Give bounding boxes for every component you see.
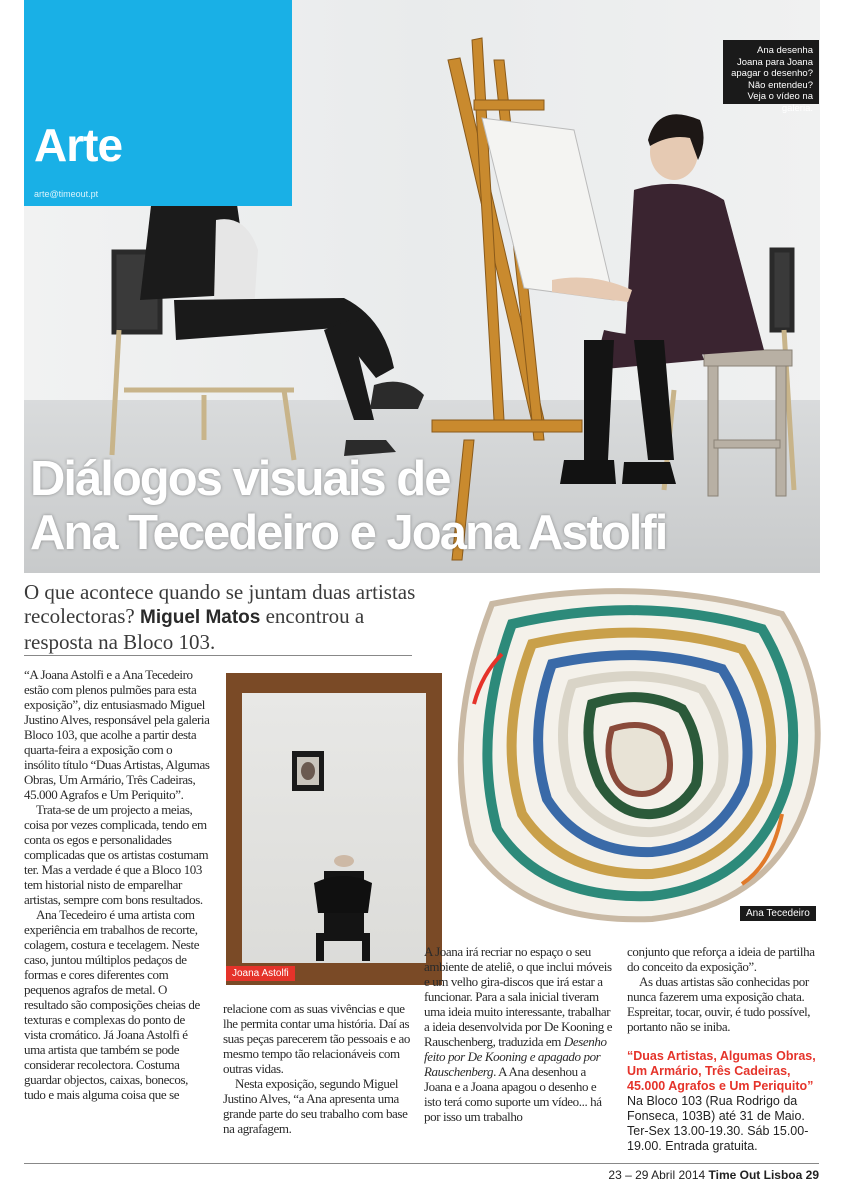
stool [704,350,792,496]
caption-ana: Ana Tecedeiro [740,906,816,921]
page-footer [608,1168,819,1182]
body-column-1 [24,667,210,1102]
subhead-text-after: encontrou a resposta na Bloco 103. [24,604,365,654]
body-paragraph: “A Joana Astolfi e a Ana Tecedeiro estão com plenos pulmões para esta exposição”, diz entusiasmado Miguel Justino Alves, responsável pela galeria Bloco 103, que acolhe a partir desta quarta-feira a exposição com o insólito título “Duas Artistas, Algumas Obras, Um Armário, Três Cadeiras, 45.000 Agrafos e Um Periquito”. [24,667,210,802]
body-column-2 [223,1001,412,1136]
subhead-author: Miguel Matos [140,607,261,628]
joana-photo-illustration [242,693,426,963]
section-email: arte@timeout.pt [34,189,99,199]
subhead-rule [24,655,412,656]
caption-joana: Joana Astolfi [226,966,295,981]
footer-rule [24,1163,819,1164]
body-column-4 [627,944,817,1034]
subhead-text-before: O que acontece quando se juntam duas artistas recolectoras? [24,580,416,628]
info-box [627,1049,819,1154]
section-banner [24,0,292,206]
headline-line-2: Ana Tecedeiro e Joana Astolfi [30,506,667,560]
body-paragraph: conjunto que reforça a ideia de partilha do conceito da exposição”. [627,944,815,974]
body-paragraph: Trata-se de um projecto a meias, coisa por vezes complicada, tendo em conta os egos e personalidades complicadas que os artistas costumam ter. Mas a verdade é que a Bloco 103 tem historial nisto de emparelhar artistas, sempre com bons resultados. [24,802,209,907]
joana-photo [226,673,442,985]
footer-magazine: Time Out Lisboa 29 [708,1168,819,1182]
body-italic: Desenho feito por De Kooning e apagado por Rauschenberg [424,1034,607,1079]
body-paragraph: relacione com as suas vivências e que lhe permita contar uma história. Daí as suas peças parecerem tão pessoais e ao mesmo tempo tão relacionáveis com outras vidas. [223,1001,410,1076]
body-text: . A Ana desenhou a Joana e a Joana apagou o desenho e isto terá como suporte um vídeo... há por isso um trabalho [424,1064,602,1124]
headline-line-1: Diálogos visuais de [30,452,450,506]
ana-artwork [452,584,832,929]
section-title: Arte [34,119,123,171]
footer-dates: 23 – 29 Abril 2014 [608,1168,706,1182]
hero-caption: Ana desenha Joana para Joana apagar o desenho? Não entendeu? Veja o vídeo na galeria. [723,40,819,104]
joana-photo-inner [242,693,426,963]
body-text: A Joana irá recriar no espaço o seu ambiente de ateliê, o que inclui móveis e um velho gira-discos que irá estar a funcionar. Para a sala inicial tiveram uma ideia muito interessante, trabalhar a ideia desenvolvida por De Kooning e Rauschenberg, traduzida em [424,944,613,1049]
hero-photo [24,0,820,573]
body-paragraph: As duas artistas são conhecidas por nunca fazerem uma exposição chata. Espreitar, tocar, ouvir, é tudo possível, portanto não se iniba. [627,974,811,1034]
info-title: “Duas Artistas, Algumas Obras, Um Armário, Três Cadeiras, 45.000 Agrafos e Um Periquito” [627,1049,816,1093]
headline [30,452,666,560]
body-paragraph [424,944,614,1124]
info-details: Na Bloco 103 (Rua Rodrigo da Fonseca, 103B) até 31 de Maio. Ter-Sex 13.00-19.30. Sáb 15.00-19.00. Entrada gratuita. [627,1094,809,1153]
body-column-3 [424,944,614,1124]
subhead [24,580,434,654]
body-paragraph: Nesta exposição, segundo Miguel Justino Alves, “a Ana apresenta uma grande parte do seu trabalho com base na agrafagem. [223,1076,408,1136]
body-paragraph: Ana Tecedeiro é uma artista com experiência em trabalhos de recorte, colagem, costura e tecelagem. Neste caso, juntou múltiplos pedaços de formas e cores diferentes com pequenos agrafos de metal. O resultado são composições cheias de texturas e complexas do ponto de vista cromático. Já Joana Astolfi é uma artista que também se pode considerar recolectora. Costuma guardar objectos, caixas, bonecos, tudo e mais alguma coisa que se [24,907,200,1102]
